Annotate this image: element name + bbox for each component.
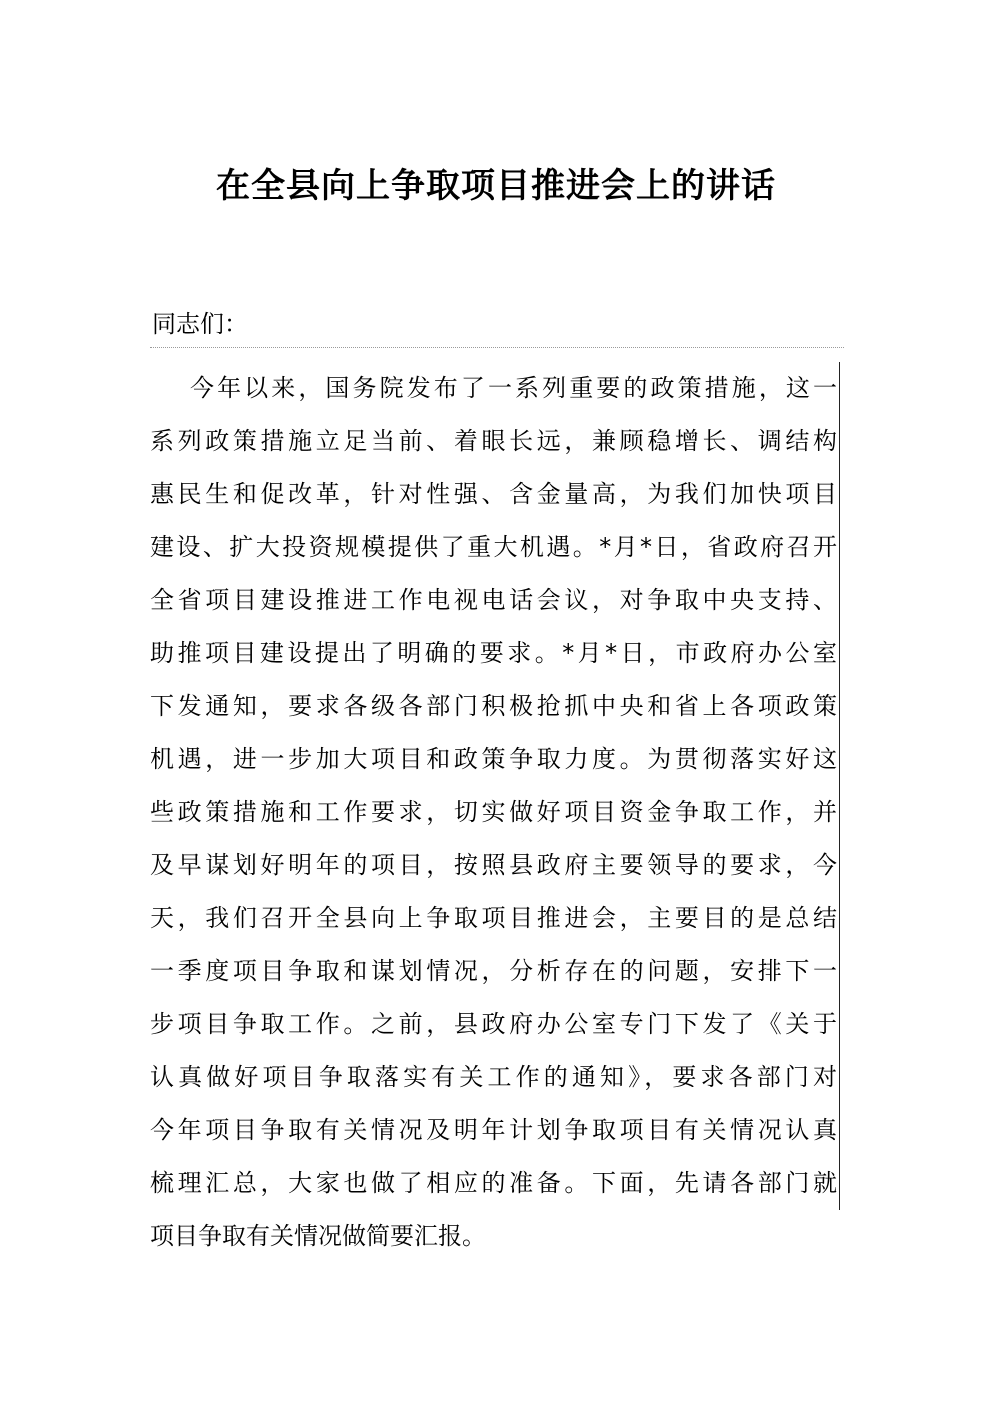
body-line: 及早谋划好明年的项目，按照县政府主要领导的要求，今: [150, 839, 840, 892]
body-line: 惠民生和促改革，针对性强、含金量高，为我们加快项目: [150, 468, 840, 521]
body-line: 梳理汇总，大家也做了相应的准备。下面，先请各部门就: [150, 1157, 840, 1210]
body-line: 天，我们召开全县向上争取项目推进会，主要目的是总结: [150, 892, 840, 945]
speech-body: [150, 362, 840, 1263]
document-title: 在全县向上争取项目推进会上的讲话: [216, 166, 776, 206]
body-line: 机遇，进一步加大项目和政策争取力度。为贯彻落实好这: [150, 733, 840, 786]
body-line: 一季度项目争取和谋划情况，分析存在的问题，安排下一: [150, 945, 840, 998]
body-line: 下发通知，要求各级各部门积极抢抓中央和省上各项政策: [150, 680, 840, 733]
body-line: 认真做好项目争取落实有关工作的通知》，要求各部门对: [150, 1051, 840, 1104]
body-line: 项目争取有关情况做简要汇报。: [150, 1222, 486, 1250]
body-line: 今年项目争取有关情况及明年计划争取项目有关情况认真: [150, 1104, 840, 1157]
body-line: 步项目争取工作。之前，县政府办公室专门下发了《关于: [150, 998, 840, 1051]
divider: [150, 347, 844, 348]
salutation: 同志们：: [152, 310, 248, 338]
body-line: 些政策措施和工作要求，切实做好项目资金争取工作，并: [150, 786, 840, 839]
body-line: 助推项目建设提出了明确的要求。*月*日，市政府办公室: [150, 627, 840, 680]
body-line: 今年以来，国务院发布了一系列重要的政策措施，这一: [150, 362, 840, 415]
body-line: 建设、扩大投资规模提供了重大机遇。*月*日，省政府召开: [150, 521, 840, 574]
body-line: 系列政策措施立足当前、着眼长远，兼顾稳增长、调结构: [150, 415, 840, 468]
body-line: 全省项目建设推进工作电视电话会议，对争取中央支持、: [150, 574, 840, 627]
